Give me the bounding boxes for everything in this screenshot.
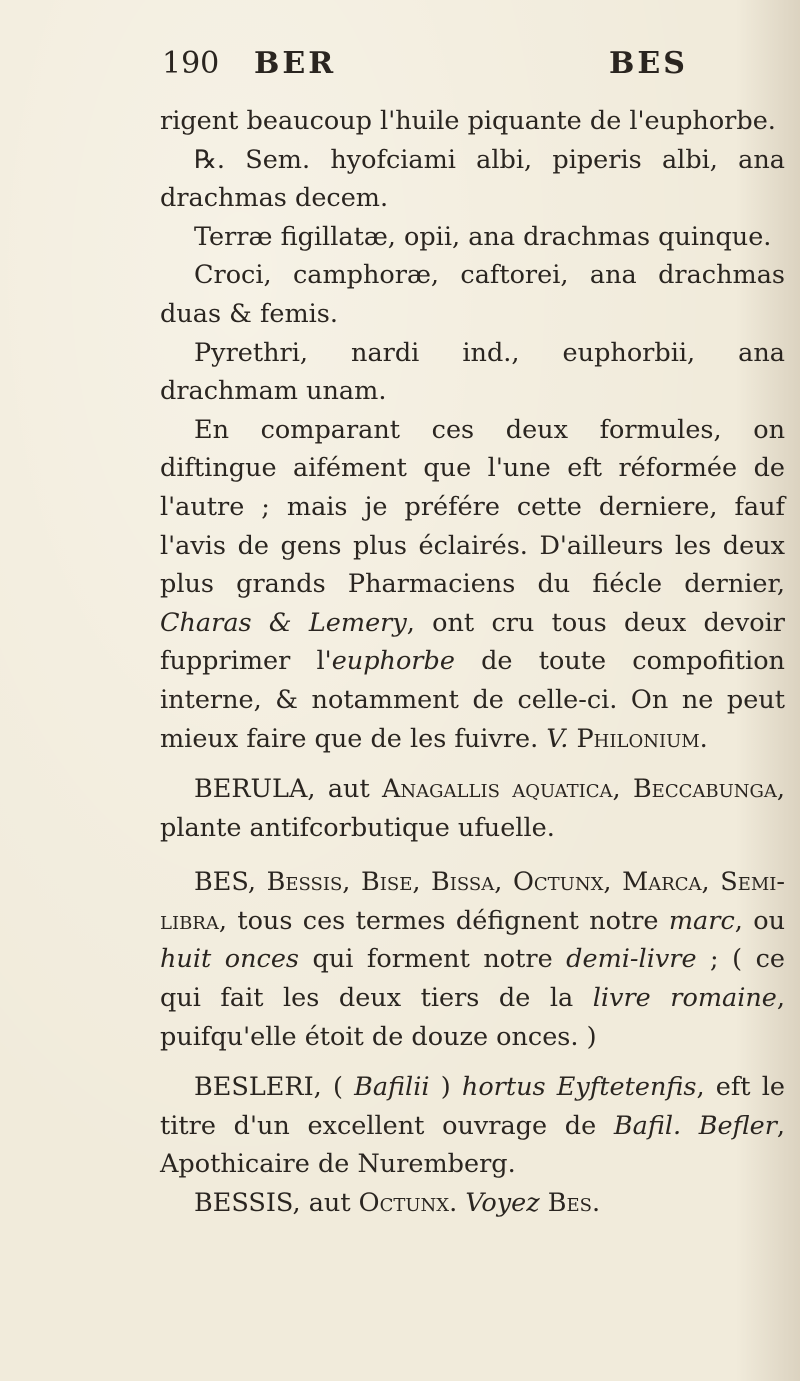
small-caps-run: Beccabunga xyxy=(632,774,777,805)
page-number: 190 xyxy=(162,46,220,81)
text-run: ; ( ce qui fait les deux tiers de la xyxy=(160,944,785,1014)
italic-run: marc xyxy=(668,905,735,936)
italic-run: euphorbe xyxy=(331,646,455,677)
entry-headword: BERULA, aut xyxy=(194,774,383,805)
entry-headword: BES, xyxy=(194,867,267,898)
recipe-line: Pyrethri, nardi ind., euphorbii, ana drachmam unam. xyxy=(160,337,785,407)
italic-run: Bafil. Befler xyxy=(613,1110,777,1141)
text-run: , ou xyxy=(734,905,785,936)
italic-run: demi-livre xyxy=(566,944,697,975)
commentary-paragraph xyxy=(160,411,785,758)
entry-headword: BESLERI, ( xyxy=(194,1072,355,1103)
italic-run: Voyez xyxy=(465,1188,540,1219)
cross-reference: Philonium. xyxy=(568,723,708,754)
italic-run: huit onces xyxy=(160,944,299,975)
text-run: , Apothicaire de Nuremberg. xyxy=(160,1110,786,1180)
small-caps-run: Anagallis aquatica xyxy=(382,774,613,805)
text-run: , ont cru tous deux devoir fupprimer l' xyxy=(160,607,785,677)
text-run: , eft le titre d'un excellent ouvrage de xyxy=(160,1072,785,1141)
right-running-head: BES xyxy=(609,46,688,81)
text-run: , tous ces termes défignent notre xyxy=(218,905,669,936)
text-run: , plante antifcorbutique ufuelle. xyxy=(160,774,785,843)
running-header xyxy=(162,46,688,96)
italic-run: V. xyxy=(546,723,569,754)
entry-headword: BESSIS, aut xyxy=(194,1188,359,1219)
cross-reference: Bes. xyxy=(547,1188,601,1219)
text-run: ) xyxy=(429,1072,462,1103)
text-run: , puifqu'elle étoit de douze onces. ) xyxy=(160,983,785,1052)
italic-run: hortus Eyftetenfis xyxy=(461,1072,697,1103)
recipe-line: Croci, camphoræ, caftorei, ana drachmas duas & femis. xyxy=(160,260,785,329)
left-running-head: BER xyxy=(254,46,337,81)
text-run: En comparant ces deux formules, on diftingue aifément que l'une eft réformée de l'autre ; mais je préfére cette derniere, fauf l'avis de gens plus éclairés. D'ailleurs les deux plus grands Pharmaciens du fiécle dernier, xyxy=(160,414,785,600)
small-caps-run: Octunx. xyxy=(358,1188,458,1219)
entry-bessis xyxy=(160,1184,785,1223)
text-run: , xyxy=(612,774,633,805)
continued-paragraph: rigent beaucoup l'huile piquante de l'euphorbe. xyxy=(160,106,776,136)
italic-run: livre romaine xyxy=(592,983,777,1014)
italic-run: Charas & Lemery xyxy=(160,607,407,638)
entry-berula xyxy=(160,770,785,847)
entry-bes xyxy=(160,863,785,1056)
text-run xyxy=(540,1188,548,1218)
italic-run: Bafilii xyxy=(354,1072,430,1103)
page-body xyxy=(160,102,785,1223)
recipe-line: Terræ figillatæ, opii, ana drachmas quinque. xyxy=(194,221,772,252)
text-run: qui forment notre xyxy=(299,944,567,975)
text-run: de toute compofition interne, & notamment de celle-ci. On ne peut mieux faire que de les fuivre. xyxy=(160,646,785,754)
small-caps-run: Bessis, Bise, Bissa, Octunx, Marca, Semi-libra xyxy=(160,867,786,936)
entry-besleri xyxy=(160,1068,785,1184)
recipe-line: ℞. Sem. hyofciami albi, piperis albi, ana drachmas decem. xyxy=(160,144,785,214)
